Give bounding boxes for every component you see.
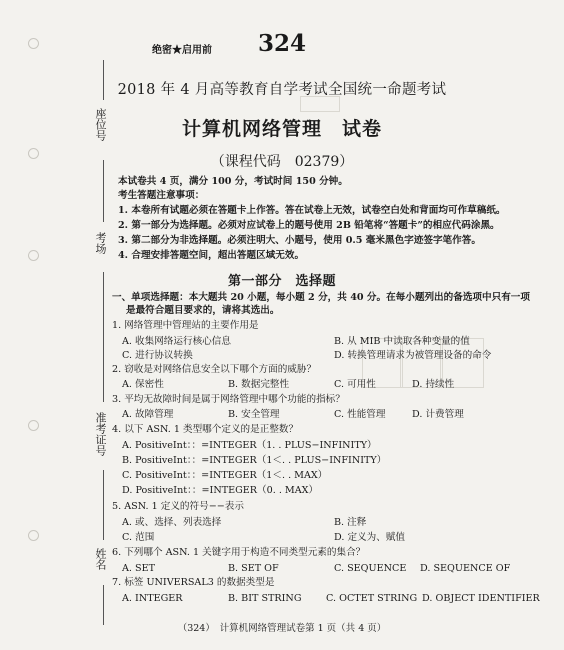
- question-option: A. SET: [122, 563, 156, 574]
- question-option: B. PositiveInt：：=INTEGER（1＜. . PLUS−INFINITY）: [122, 455, 387, 466]
- question-option: B. 从 MIB 中读取各种变量的值: [334, 336, 470, 347]
- binding-hole: [28, 530, 39, 541]
- question-option: B. 安全管理: [228, 409, 280, 420]
- binding-hole: [28, 420, 39, 431]
- note-item: 3. 第二部分为非选择题。必须注明大、小题号，使用 0.5 毫米黑色字迹签字笔作答。: [118, 235, 481, 246]
- notes-title: 考生答题注意事项：: [118, 190, 205, 201]
- question-option: B. BIT STRING: [228, 593, 302, 604]
- question-option: A. 故障管理: [122, 409, 174, 420]
- name-label: 姓名: [94, 548, 107, 570]
- binding-line: [103, 470, 104, 540]
- binding-hole: [28, 250, 39, 261]
- question-option: A. 或、选择、列表选择: [122, 517, 222, 528]
- question-option: A. 保密性: [122, 379, 164, 390]
- question-option: D. OBJECT IDENTIFIER: [422, 593, 540, 604]
- question-option: D. 计费管理: [412, 409, 464, 420]
- binding-line: [103, 272, 104, 402]
- seat-label: 座位号: [94, 108, 107, 141]
- venue-label: 考场: [94, 232, 107, 254]
- question-option: D. PositiveInt：：=INTEGER（0. . MAX）: [122, 485, 319, 496]
- question-option: B. 数据完整性: [228, 379, 290, 390]
- question-stem: 4. 以下 ASN. 1 类型哪个定义的是正整数？: [112, 424, 299, 435]
- secret-label: 绝密★启用前: [152, 45, 212, 56]
- page-footer: （324） 计算机网络管理试卷第 1 页（共 4 页）: [177, 623, 387, 634]
- note-item: 2. 第一部分为选择题。必须对应试卷上的题号使用 2B 铅笔将“答题卡”的相应代码涂黑。: [118, 220, 500, 231]
- question-option: C. 进行协议转换: [122, 350, 193, 361]
- binding-line: [103, 585, 104, 625]
- question-option: A. PositiveInt：：=INTEGER（1. . PLUS−INFINITY）: [122, 440, 377, 451]
- course-code: （课程代码 02379）: [210, 154, 354, 170]
- paper-number: 324: [257, 30, 306, 57]
- question-stem: 2. 窃收是对网络信息安全以下哪个方面的威胁？: [112, 364, 317, 375]
- question-stem: 1. 网络管理中管理站的主要作用是: [112, 320, 259, 331]
- part1-title: 第一部分 选择题: [227, 274, 336, 289]
- note-item: 4. 合理安排答题空间，超出答题区域无效。: [118, 250, 305, 261]
- question-option: C. 范围: [122, 532, 155, 543]
- question-option: C. PositiveInt：：=INTEGER（1＜. . MAX）: [122, 470, 328, 481]
- exam-name: 2018 年 4 月高等教育自学考试全国统一命题考试: [117, 82, 447, 98]
- part1-intro: 是最符合题目要求的，请将其选出。: [126, 305, 280, 316]
- question-option: D. 转换管理请求为被管理设备的命令: [334, 350, 492, 361]
- question-option: B. 注释: [334, 517, 367, 528]
- question-stem: 7. 标签 UNIVERSAL3 的数据类型是: [112, 577, 275, 588]
- paper-title: 计算机网络管理 试卷: [181, 118, 382, 140]
- question-stem: 3. 平均无故障时间是属于网络管理中哪个功能的指标？: [112, 394, 345, 405]
- question-option: A. 收集网络运行核心信息: [122, 336, 231, 347]
- question-option: B. SET OF: [228, 563, 279, 574]
- question-option: D. 持续性: [412, 379, 455, 390]
- ticket-label: 准考证号: [94, 412, 107, 456]
- part1-intro: 一、单项选择题：本大题共 20 小题，每小题 2 分，共 40 分。在每小题列出的备选项中只有一项: [112, 292, 530, 303]
- question-option: C. 可用性: [334, 379, 376, 390]
- question-option: A. INTEGER: [122, 593, 183, 604]
- question-stem: 5. ASN. 1 定义的符号−−表示: [112, 501, 244, 512]
- question-option: C. OCTET STRING: [326, 593, 418, 604]
- note-item: 1. 本卷所有试题必须在答题卡上作答。答在试卷上无效，试卷空白处和背面均可作草稿纸。: [118, 205, 506, 216]
- question-option: D. 定义为、赋值: [334, 532, 406, 543]
- question-option: C. 性能管理: [334, 409, 386, 420]
- paper-summary: 本试卷共 4 页，满分 100 分，考试时间 150 分钟。: [118, 176, 348, 187]
- question-option: C. SEQUENCE: [334, 563, 407, 574]
- question-option: D. SEQUENCE OF: [420, 563, 511, 574]
- question-stem: 6. 下列哪个 ASN. 1 关键字用于构造不同类型元素的集合？: [112, 547, 366, 558]
